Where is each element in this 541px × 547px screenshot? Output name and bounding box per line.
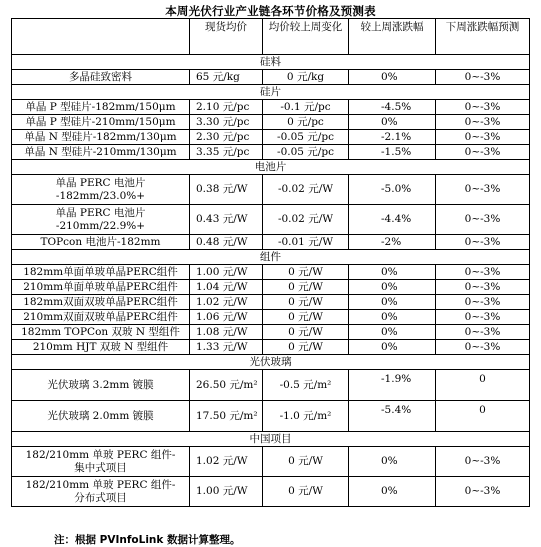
weekly-change: 0% [349,310,436,325]
price-change: -0.02 元/W [263,175,349,205]
weekly-change: 0% [349,70,436,85]
spot-price: 2.10 元/pc [190,100,263,115]
next-week-forecast: 0 [436,401,530,432]
table-row [12,325,530,340]
next-week-forecast: 0~-3% [436,295,530,310]
price-change: 0 元/W [263,340,349,355]
price-change: -0.1 元/pc [263,100,349,115]
weekly-change: -2.1% [349,130,436,145]
section-title: 硅料 [12,55,530,70]
weekly-change: 0% [349,280,436,295]
item-name: 210mm单面单玻单晶PERC组件 [12,280,190,295]
price-change: -0.01 元/W [263,235,349,250]
table-title: 本周光伏行业产业链各环节价格及预测表 [165,4,376,18]
table-row [12,235,530,250]
table-row [12,370,530,401]
table-row [12,145,530,160]
header-item [12,19,190,55]
weekly-change: -1.5% [349,145,436,160]
table-row [12,70,530,85]
price-change: 0 元/kg [263,70,349,85]
price-change: -0.5 元/m² [263,370,349,401]
weekly-change: -5.0% [349,175,436,205]
section-title: 中国项目 [12,432,530,447]
next-week-forecast: 0~-3% [436,100,530,115]
section-title: 硅片 [12,85,530,100]
next-week-forecast: 0~-3% [436,477,530,507]
item-name: 182mm单面单玻单晶PERC组件 [12,265,190,280]
table-row [12,401,530,432]
header-weekly-change: 较上周涨跌幅 [349,19,436,55]
price-change: 0 元/W [263,325,349,340]
table-row [12,280,530,295]
item-name: 182/210mm 单玻 PERC 组件- 集中式项目 [12,447,190,477]
item-name: 单晶 PERC 电池片 -182mm/23.0%+ [12,175,190,205]
next-week-forecast: 0~-3% [436,130,530,145]
item-name: 210mm双面双玻单晶PERC组件 [12,310,190,325]
table-row [12,115,530,130]
spot-price: 1.02 元/W [190,447,263,477]
weekly-change: 0% [349,447,436,477]
weekly-change: 0% [349,295,436,310]
section-row [12,250,530,265]
table-row [12,265,530,280]
item-name: 182mm TOPCon 双玻 N 型组件 [12,325,190,340]
section-row [12,85,530,100]
price-change: -0.05 元/pc [263,145,349,160]
weekly-change: -4.4% [349,205,436,235]
spot-price: 1.06 元/W [190,310,263,325]
item-name: 182mm双面双玻单晶PERC组件 [12,295,190,310]
price-change: 0 元/W [263,477,349,507]
next-week-forecast: 0~-3% [436,265,530,280]
item-name: 光伏玻璃 3.2mm 镀膜 [12,370,190,401]
next-week-forecast: 0~-3% [436,205,530,235]
next-week-forecast: 0~-3% [436,175,530,205]
table-row [12,447,530,477]
spot-price: 1.00 元/W [190,477,263,507]
next-week-forecast: 0~-3% [436,235,530,250]
price-change: 0 元/W [263,310,349,325]
table-body [12,55,530,507]
table-row [12,130,530,145]
spot-price: 17.50 元/m² [190,401,263,432]
section-title: 电池片 [12,160,530,175]
spot-price: 3.35 元/pc [190,145,263,160]
price-change: -1.0 元/m² [263,401,349,432]
weekly-change: -1.9% [349,370,436,401]
section-row [12,160,530,175]
section-row [12,355,530,370]
spot-price: 3.30 元/pc [190,115,263,130]
weekly-change: 0% [349,115,436,130]
next-week-forecast: 0~-3% [436,310,530,325]
spot-price: 1.02 元/W [190,295,263,310]
item-name: 210mm HJT 双玻 N 型组件 [12,340,190,355]
spot-price: 0.48 元/W [190,235,263,250]
item-name: 单晶 P 型硅片-182mm/150μm [12,100,190,115]
table-row [12,310,530,325]
weekly-change: -2% [349,235,436,250]
footnote: 注：根据 PVInfoLink 数据计算整理。 [54,534,241,546]
next-week-forecast: 0~-3% [436,70,530,85]
header-row [12,19,530,55]
price-change: 0 元/W [263,265,349,280]
next-week-forecast: 0~-3% [436,340,530,355]
table-row [12,100,530,115]
spot-price: 2.30 元/pc [190,130,263,145]
price-change: 0 元/W [263,295,349,310]
table-row [12,175,530,205]
spot-price: 1.04 元/W [190,280,263,295]
header-forecast: 下周涨跌幅预测 [436,19,530,55]
spot-price: 0.38 元/W [190,175,263,205]
price-change: -0.05 元/pc [263,130,349,145]
section-title: 组件 [12,250,530,265]
next-week-forecast: 0~-3% [436,115,530,130]
section-row [12,432,530,447]
price-table [11,18,530,507]
table-row [12,477,530,507]
price-change: 0 元/W [263,280,349,295]
weekly-change: 0% [349,477,436,507]
next-week-forecast: 0~-3% [436,447,530,477]
item-name: TOPcon 电池片-182mm [12,235,190,250]
table-row [12,295,530,310]
header-spot-price: 现货均价 [190,19,263,55]
spot-price: 26.50 元/m² [190,370,263,401]
weekly-change: 0% [349,265,436,280]
item-name: 多晶硅致密料 [12,70,190,85]
spot-price: 1.00 元/W [190,265,263,280]
weekly-change: -4.5% [349,100,436,115]
spot-price: 1.08 元/W [190,325,263,340]
next-week-forecast: 0~-3% [436,145,530,160]
item-name: 光伏玻璃 2.0mm 镀膜 [12,401,190,432]
weekly-change: 0% [349,340,436,355]
weekly-change: -5.4% [349,401,436,432]
header-price-change: 均价较上周变化 [263,19,349,55]
item-name: 单晶 PERC 电池片 -210mm/22.9%+ [12,205,190,235]
next-week-forecast: 0~-3% [436,325,530,340]
section-title: 光伏玻璃 [12,355,530,370]
table-row [12,205,530,235]
spot-price: 0.43 元/W [190,205,263,235]
section-row [12,55,530,70]
item-name: 单晶 N 型硅片-210mm/130μm [12,145,190,160]
item-name: 182/210mm 单玻 PERC 组件- 分布式项目 [12,477,190,507]
spot-price: 65 元/kg [190,70,263,85]
table-row [12,340,530,355]
spot-price: 1.33 元/W [190,340,263,355]
item-name: 单晶 N 型硅片-182mm/130μm [12,130,190,145]
price-change: 0 元/pc [263,115,349,130]
item-name: 单晶 P 型硅片-210mm/150μm [12,115,190,130]
next-week-forecast: 0 [436,370,530,401]
weekly-change: 0% [349,325,436,340]
price-change: 0 元/W [263,447,349,477]
next-week-forecast: 0~-3% [436,280,530,295]
price-change: -0.02 元/W [263,205,349,235]
